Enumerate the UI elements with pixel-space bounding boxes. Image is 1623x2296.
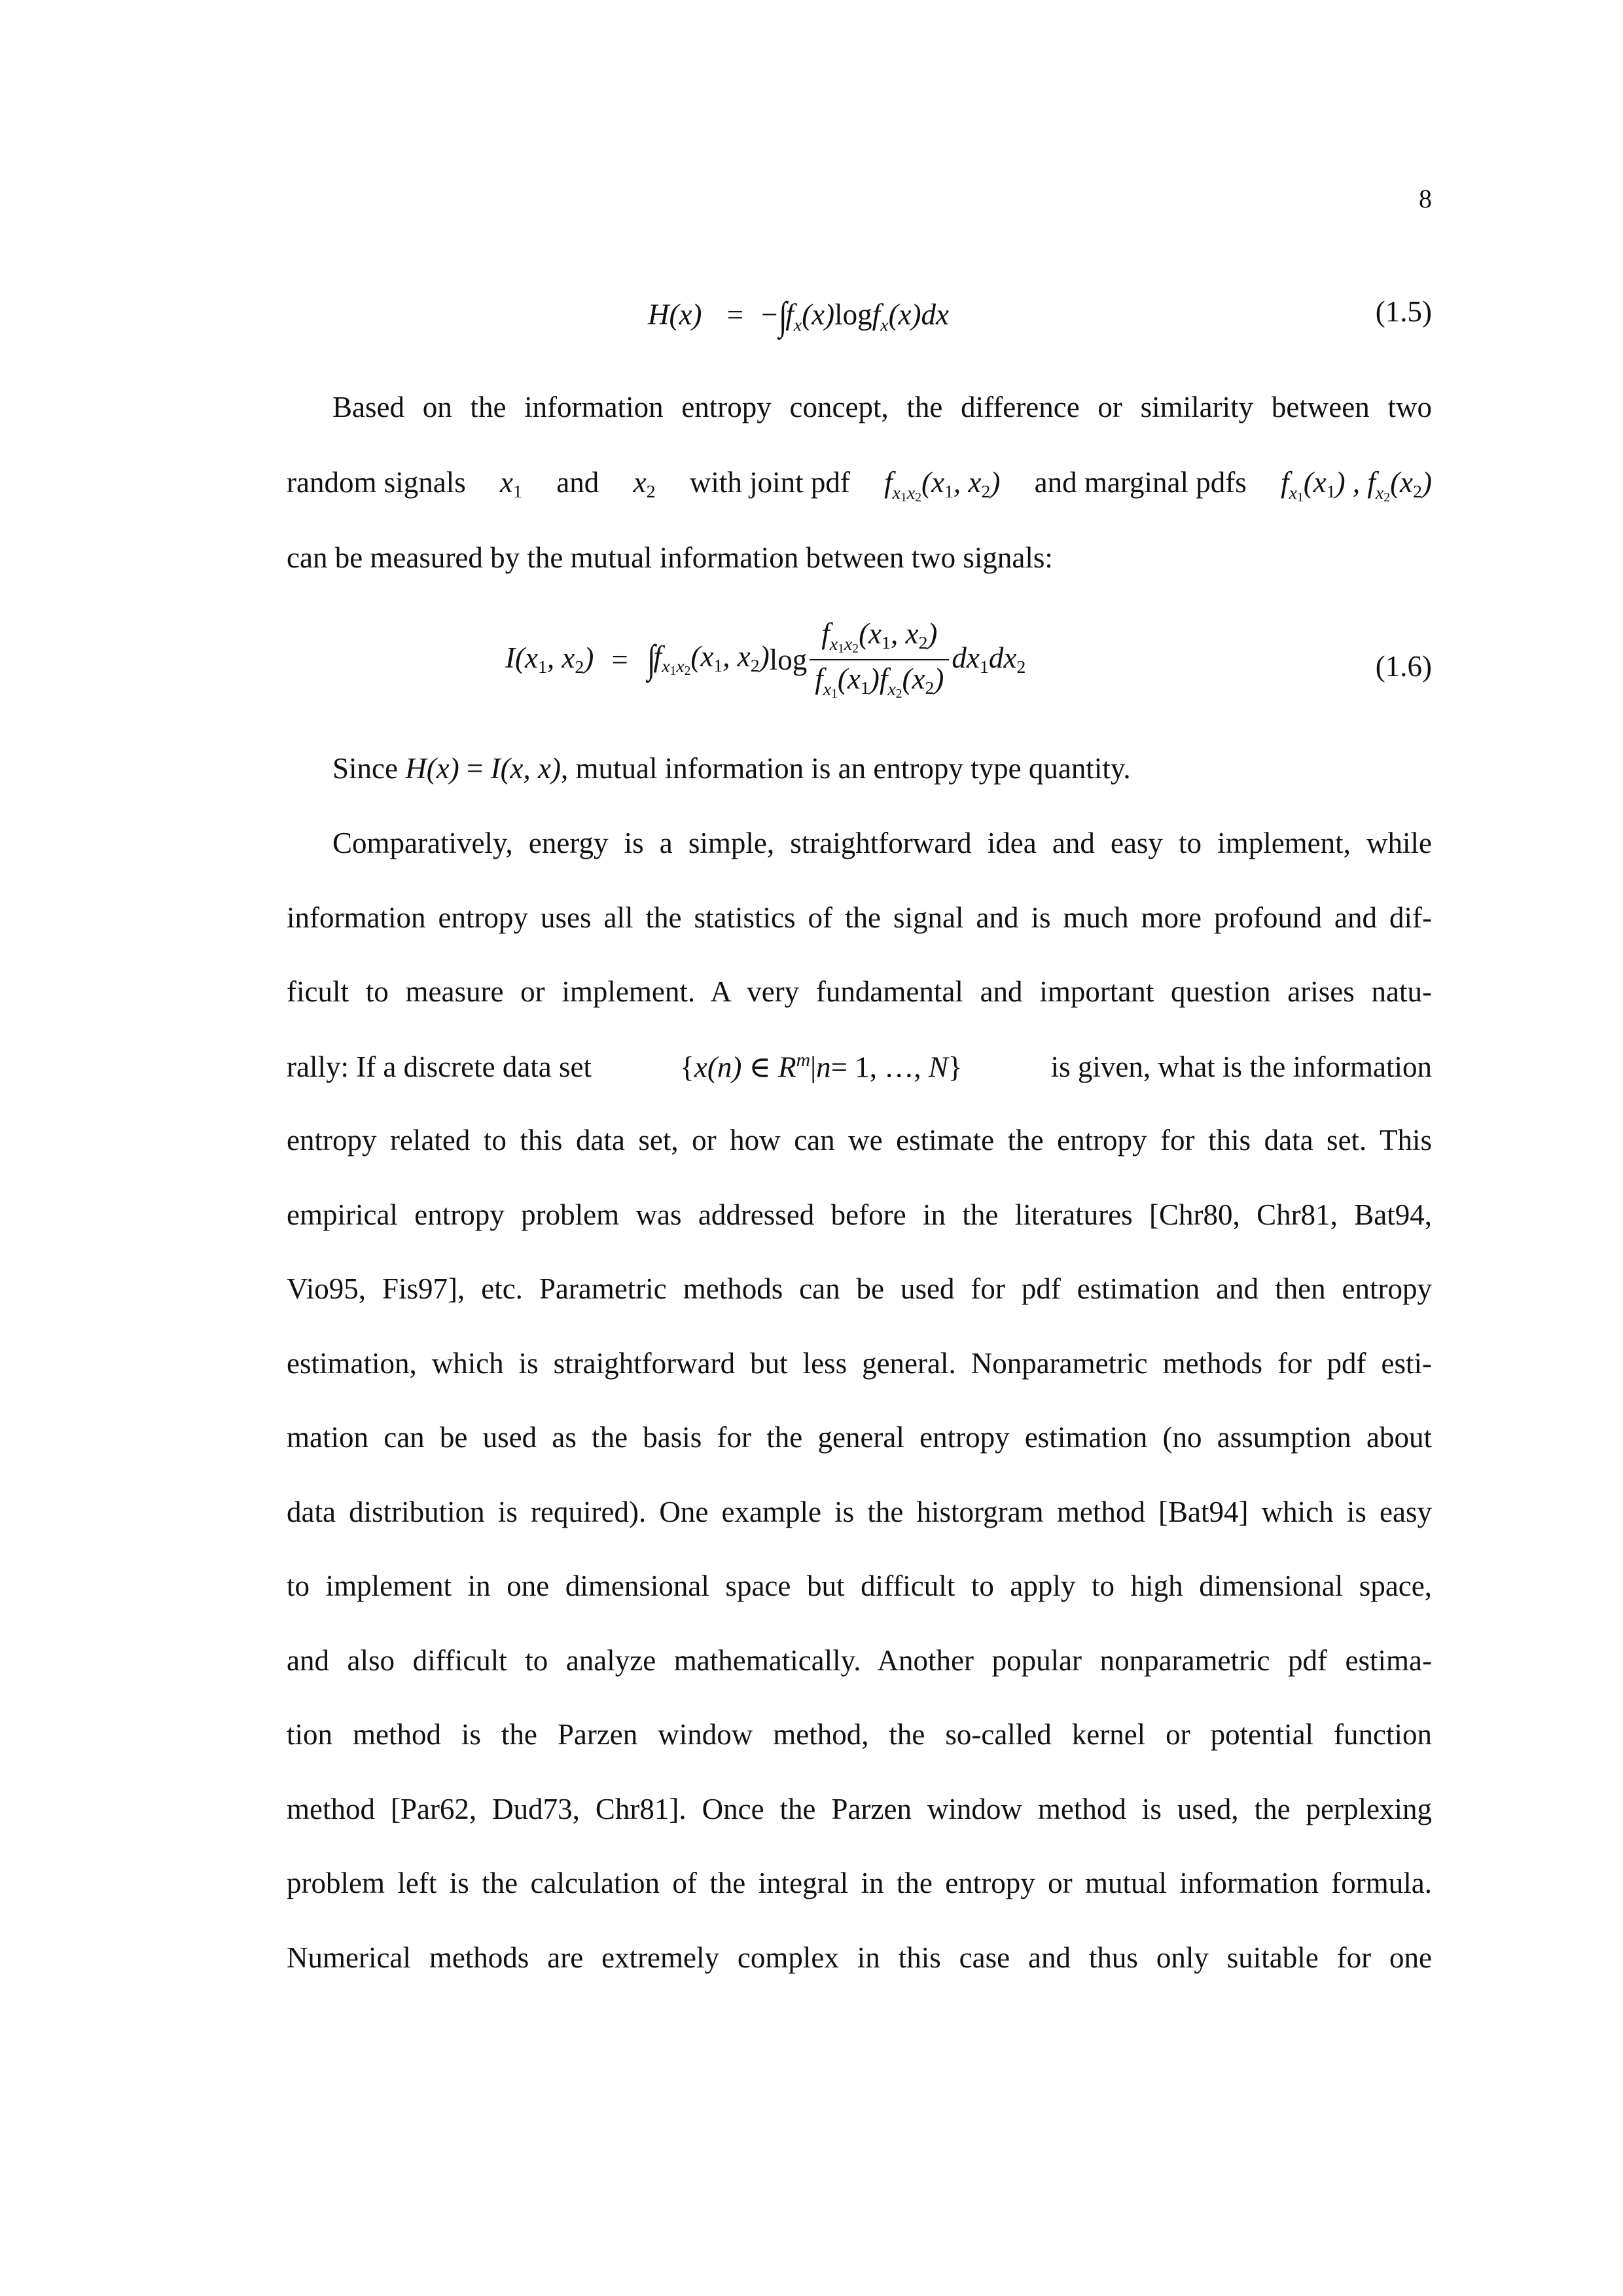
text-line: can be measured by the mutual information between two signals:	[287, 541, 1053, 574]
eq2-joint-term: $f_{x1x2}(x1$, x2)	[653, 639, 770, 679]
l4-rally: rally: If a discrete data set	[287, 1050, 592, 1084]
eq1-equals: =	[726, 298, 744, 331]
page-number: 8	[1419, 184, 1432, 213]
l4-is-given: is given, what is the information	[1050, 1050, 1432, 1084]
eq1-lhs: H(x)	[648, 298, 702, 331]
text-line: Vio95, Fis97], etc. Parametric methods can be used for pdf estimation and then entropy	[287, 1272, 1432, 1305]
text-line: entropy related to this data set, or how can we estimate the entropy for this data set. This	[287, 1124, 1432, 1157]
eq2-numerator: $f_{x1x2}(x1$, x2)	[821, 617, 938, 656]
text-line: tion method is the Parzen window method, the so-called kernel or potential function	[287, 1718, 1432, 1751]
l2-and: and	[556, 466, 599, 499]
eq1-args2: (x)	[888, 298, 921, 331]
text-line: to implement in one dimensional space but difficult to apply to high dimensional space,	[287, 1570, 1432, 1602]
text-line: mation can be used as the basis for the general entropy estimation (no assumption about	[287, 1421, 1432, 1454]
equation-number-1-5: (1.5)	[1375, 295, 1432, 328]
eq1-dx: dx	[921, 298, 949, 331]
text-line: estimation, which is straightforward but less general. Nonparametric methods for pdf esti-	[287, 1347, 1432, 1380]
text-line: Based on the information entropy concept, the difference or similarity between two	[332, 391, 1432, 423]
eq1-f2: f	[872, 298, 881, 331]
l2-joint-pdf-expr: $f_{x1x2}(x1$, x2)	[884, 466, 1001, 505]
text-line-signals	[287, 468, 1432, 504]
eq1-f2-sub: x	[880, 315, 889, 336]
equation-1-5	[648, 297, 949, 337]
l2-x1: x1	[500, 466, 522, 502]
text-line: and also difficult to analyze mathematically. Another popular nonparametric pdf estima-	[287, 1644, 1432, 1677]
eq1-args1: (x)	[802, 298, 835, 331]
equation-1-6	[505, 619, 1026, 700]
text-line: Comparatively, energy is a simple, straightforward idea and easy to implement, while	[332, 827, 1432, 859]
text-line: information entropy uses all the statistics of the signal and is much more profound and dif-	[287, 901, 1432, 934]
l2-x2: x2	[633, 466, 656, 502]
l4-data-set-expr: {x(n) ∈ $R^m|n= 1$, …, N}	[680, 1050, 963, 1084]
l2-random-signals: random signals	[287, 466, 466, 499]
text-line: Numerical methods are extremely complex in this case and thus only suitable for one	[287, 1941, 1432, 1974]
text-line: problem left is the calculation of the integral in the entropy or mutual information formula.	[287, 1867, 1432, 1899]
text-line: data distribution is required). One example is the historgram method [Bat94] which is easy	[287, 1496, 1432, 1528]
text-line-since: Since H(x) = I(x, x), mutual information is an entropy type quantity.	[332, 752, 1131, 785]
equation-number-1-6: (1.6)	[1375, 650, 1432, 683]
eq2-integral: ∫	[647, 637, 656, 681]
text-line-data-set	[287, 1051, 1432, 1082]
eq1-f-sub: x	[793, 315, 802, 336]
l2-marginal-expr: $f_{x1}(x1)$ , $f_{x2}(x2)$	[1281, 466, 1432, 505]
text-line: method [Par62, Dud73, Chr81]. Once the Parzen window method is used, the perplexing	[287, 1793, 1432, 1825]
l2-joint-pdf: with joint pdf	[689, 466, 850, 499]
eq1-log: log	[834, 298, 872, 331]
l2-marginal-pdfs: and marginal pdfs	[1034, 466, 1247, 499]
eq1-minus: −	[761, 298, 778, 331]
eq2-lhs: I(x1, x2)	[505, 641, 594, 677]
eq1-integral: ∫	[779, 295, 788, 338]
eq1-f: f	[785, 298, 794, 331]
eq2-log: log	[769, 643, 808, 676]
eq2-fraction	[810, 619, 949, 700]
eq2-equals: =	[611, 643, 628, 676]
eq2-denominator: $f_{x1}(x1)f_{x2}(x2)$	[810, 659, 949, 700]
text-line: empirical entropy problem was addressed before in the literatures [Chr80, Chr81, Bat94,	[287, 1198, 1432, 1231]
eq2-differentials: dx1dx2	[952, 641, 1026, 677]
text-line: ficult to measure or implement. A very fundamental and important question arises natu-	[287, 975, 1432, 1008]
